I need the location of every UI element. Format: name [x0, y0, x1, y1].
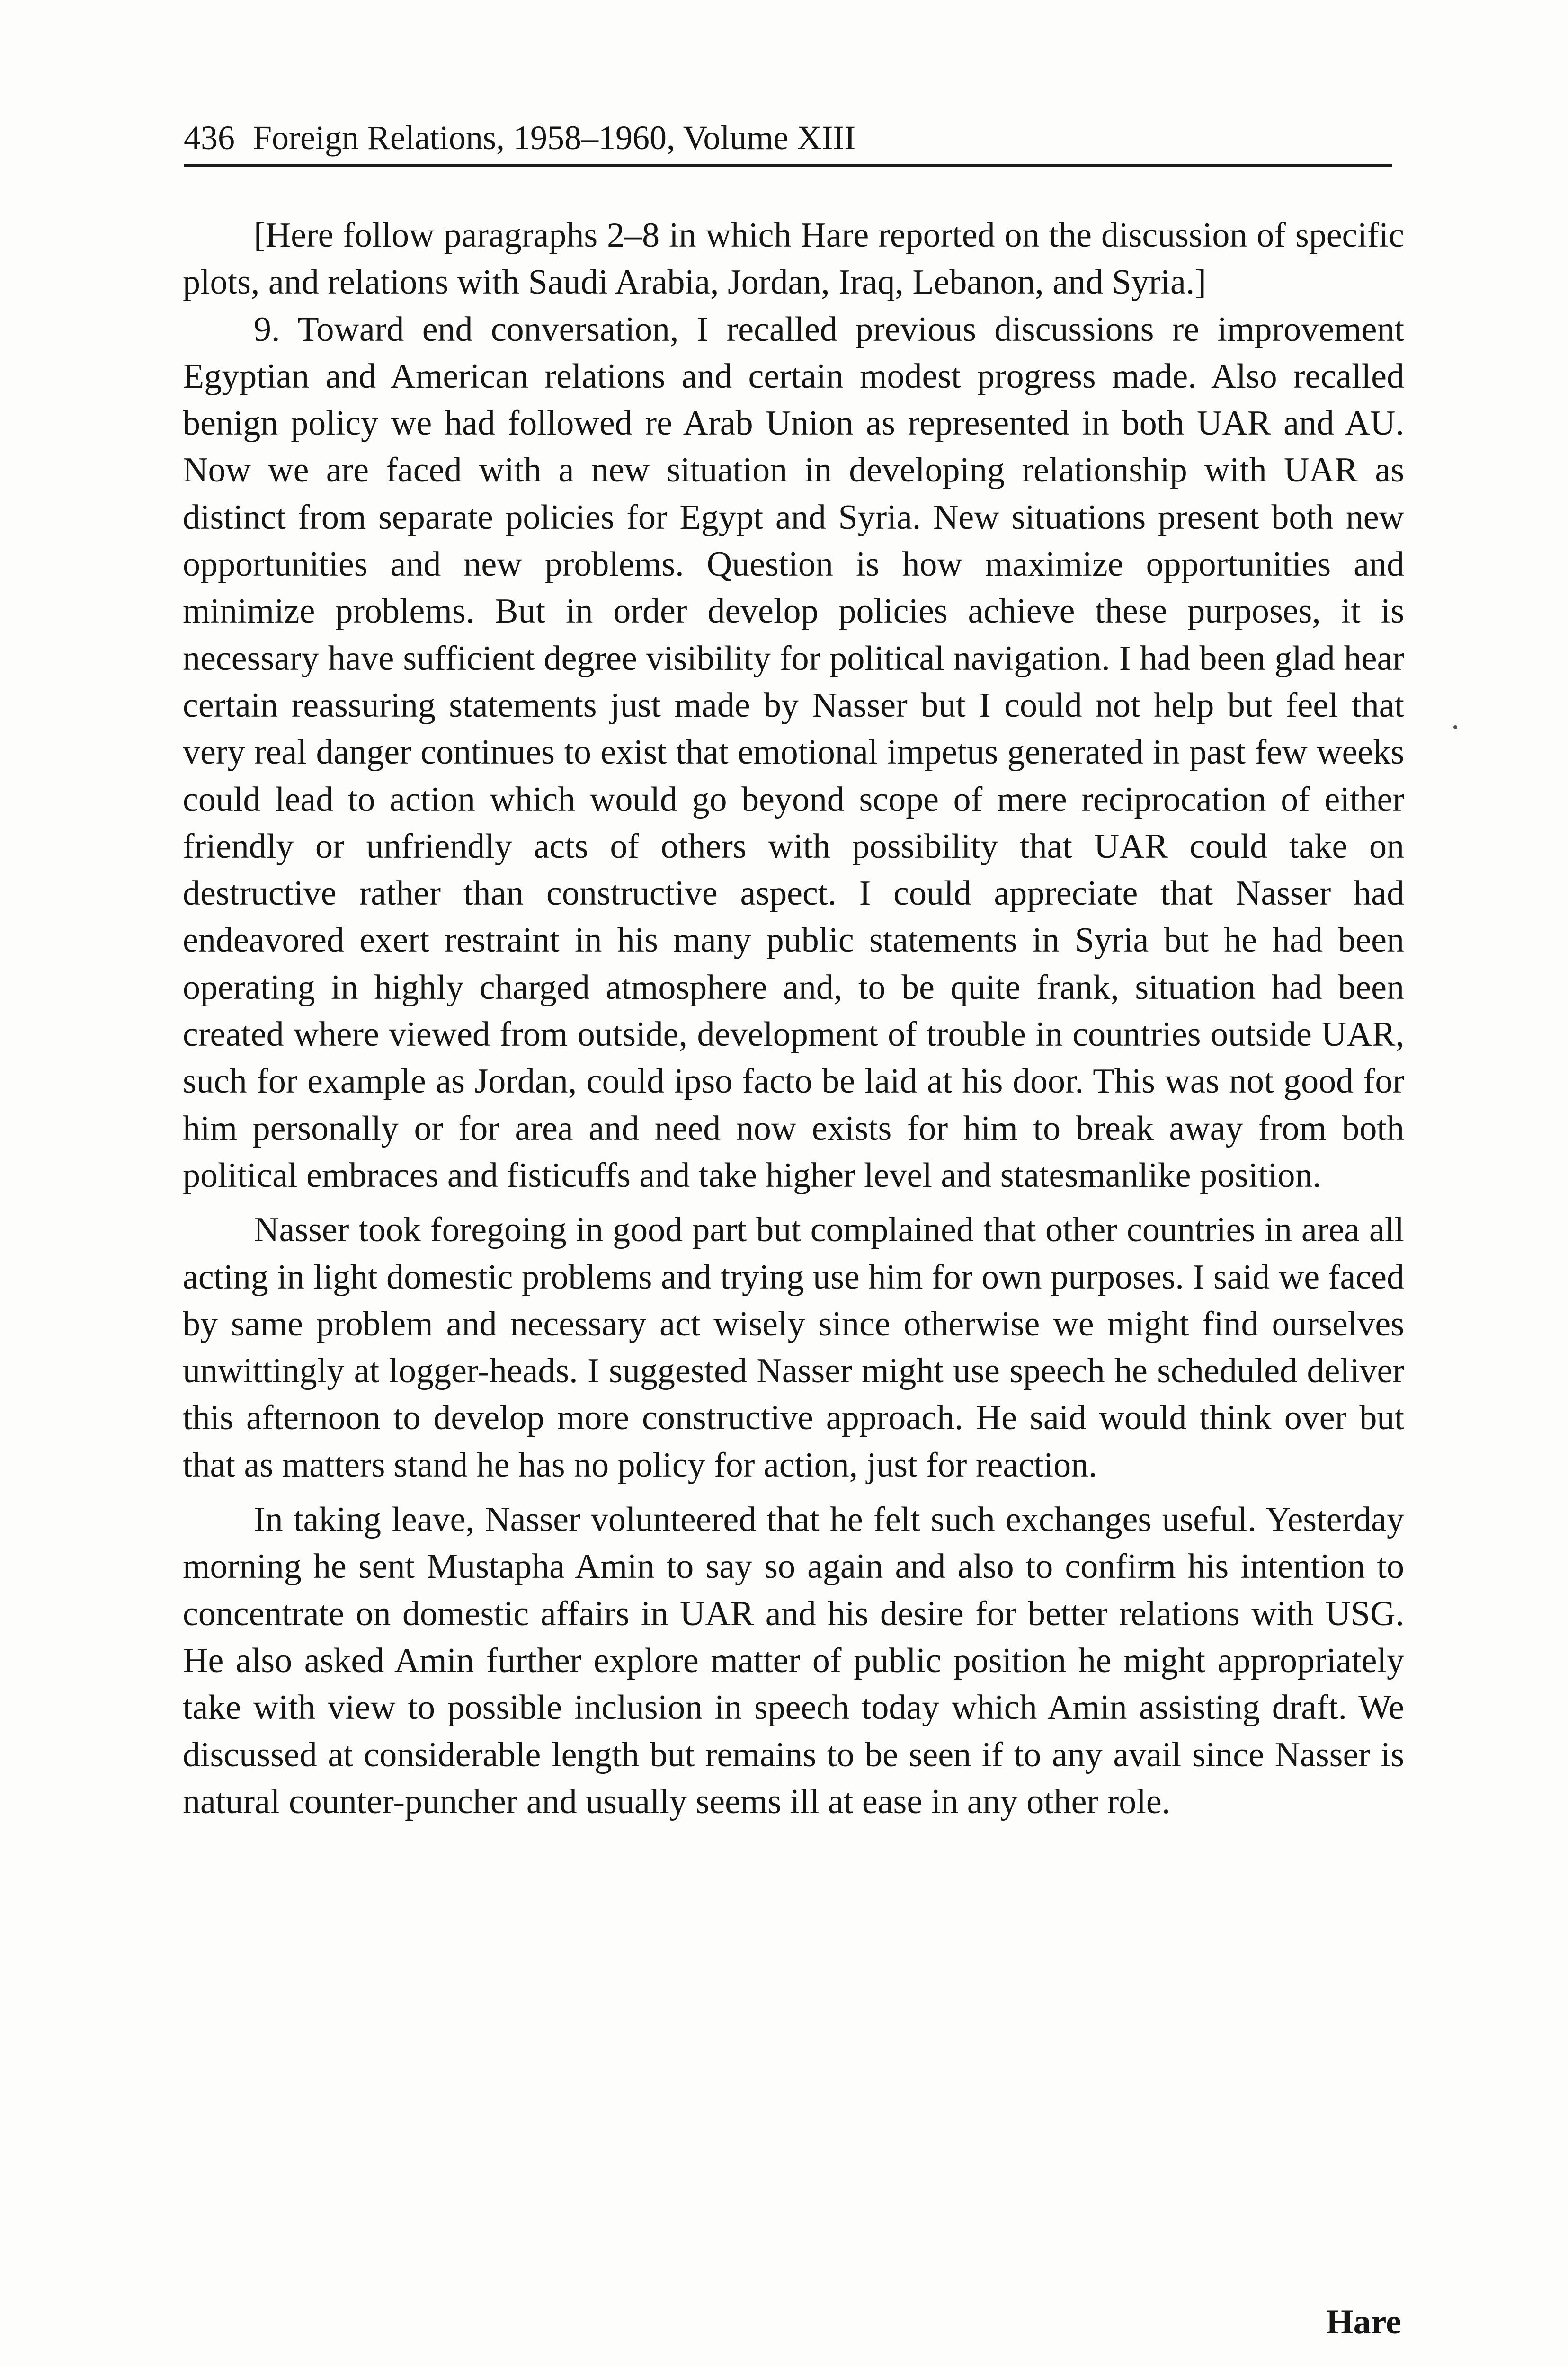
paragraph-9: 9. Toward end conversation, I recalled previous discussions re improvement Egyptian and American relations and certain modest progress made. Also recalled benign policy we had followed re Arab Union as represented in both UAR and AU. Now we are faced with a new situation in developing relationship with UAR as distinct from separate policies for Egypt and Syria. New situations present both new opportunities and new problems. Question is how maximize opportunities and minimize problems. But in order develop policies achieve these purposes, it is necessary have sufficient degree visibility for political navigation. I had been glad hear certain reassuring statements just made by Nasser but I could not help but feel that very real danger continues to exist that emotional impetus generated in past few weeks could lead to action which would go beyond scope of mere reciprocation of either friendly or unfriendly acts of others with possibility that UAR could take on destructive rather than constructive aspect. I could appreciate that Nasser had endeavored exert restraint in his many public statements in Syria but he had been operating in highly charged atmosphere and, to be quite frank, situation had been created where viewed from outside, development of trouble in countries outside UAR, such for example as Jordan, could ipso facto be laid at his door. This was not good for him personally or for area and need now exists for him to break away from both political embraces and fisticuffs and take higher level and statesmanlike position.: [183, 310, 1404, 1195]
signature: Hare: [1326, 2303, 1401, 2341]
stray-mark: [1453, 725, 1457, 729]
paragraph-taking-leave: In taking leave, Nasser volunteered that he felt such exchanges useful. Yesterday morning he sent Mustapha Amin to say so again and also to confirm his intention to concentrate on domestic affairs in UAR and his desire for better relations with USG. He also asked Amin further explore matter of public position he might appropriately take with view to possible inclusion in speech today which Amin assisting draft. We discussed at considerable length but remains to be seen if to any avail since Nasser is natural counter-puncher and usually seems ill at ease in any other role.: [183, 1500, 1404, 1821]
running-title: Foreign Relations, 1958–1960, Volume XIII: [253, 119, 856, 157]
page-number: 436: [184, 119, 235, 157]
paragraph-nasser-response: Nasser took foregoing in good part but complained that other countries in area all acting in light domestic problems and trying use him for own purposes. I said we faced by same problem and necessary act wisely since otherwise we might find ourselves unwittingly at logger-heads. I suggested Nasser might use speech he scheduled deliver this afternoon to develop more constructive approach. He said would think over but that as matters stand he has no policy for action, just for reaction.: [183, 1210, 1404, 1485]
editorial-note-paragraph: [Here follow paragraphs 2–8 in which Hare reported on the discussion of specific plots, and relations with Saudi Arabia, Jordan, Iraq, Lebanon, and Syria.]: [183, 216, 1404, 302]
running-header: [184, 118, 1392, 167]
document-body: [183, 212, 1404, 1833]
